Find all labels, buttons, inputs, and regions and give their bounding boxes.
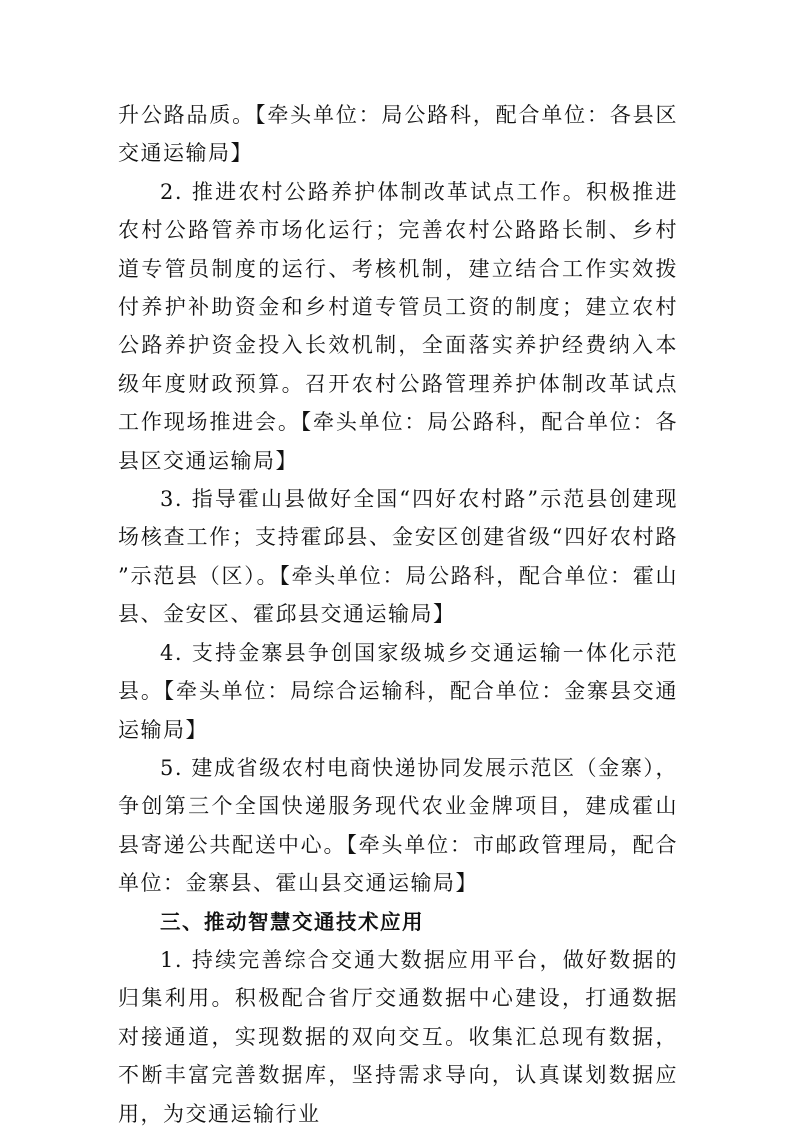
- paragraph-section3-item-1: 1. 持续完善综合交通大数据应用平台，做好数据的归集利用。积极配合省厅交通数据中心建设，打通数据对接通道，实现数据的双向交互。收集汇总现有数据，不断丰富完善数据库，坚持需求导向，认真谋划数据应用，为交通运输行业: [118, 947, 678, 1126]
- paragraph-item-3: 3. 指导霍山县做好全国“四好农村路”示范县创建现场核查工作；支持霍邱县、金安区创建省级“四好农村路”示范县（区）。【牵头单位：局公路科，配合单位：霍山县、金安区、霍邱县交通运输局】: [118, 487, 678, 627]
- paragraph-item-5: 5. 建成省级农村电商快递协同发展示范区（金寨），争创第三个全国快递服务现代农业金牌项目，建成霍山县寄递公共配送中心。【牵头单位：市邮政管理局，配合单位：金寨县、霍山县交通运输局】: [118, 755, 678, 896]
- paragraph-item-2: 2. 推进农村公路养护体制改革试点工作。积极推进农村公路管养市场化运行；完善农村公路路长制、乡村道专管员制度的运行、考核机制，建立结合工作实效拨付养护补助资金和乡村道专管员工资的制度；建立农村公路养护资金投入长效机制，全面落实养护经费纳入本级年度财政预算。召开农村公路管理养护体制改革试点工作现场推进会。【牵头单位：局公路科，配合单位：各县区交通运输局】: [118, 179, 678, 473]
- section-heading: 三、推动智慧交通技术应用: [160, 909, 424, 934]
- paragraph-item-4: 4. 支持金寨县争创国家级城乡交通运输一体化示范县。【牵头单位：局综合运输科，配合单位：金寨县交通运输局】: [118, 640, 678, 742]
- document-page: [118, 96, 678, 1133]
- paragraph-continuation: 升公路品质。【牵头单位：局公路科，配合单位：各县区交通运输局】: [118, 103, 678, 166]
